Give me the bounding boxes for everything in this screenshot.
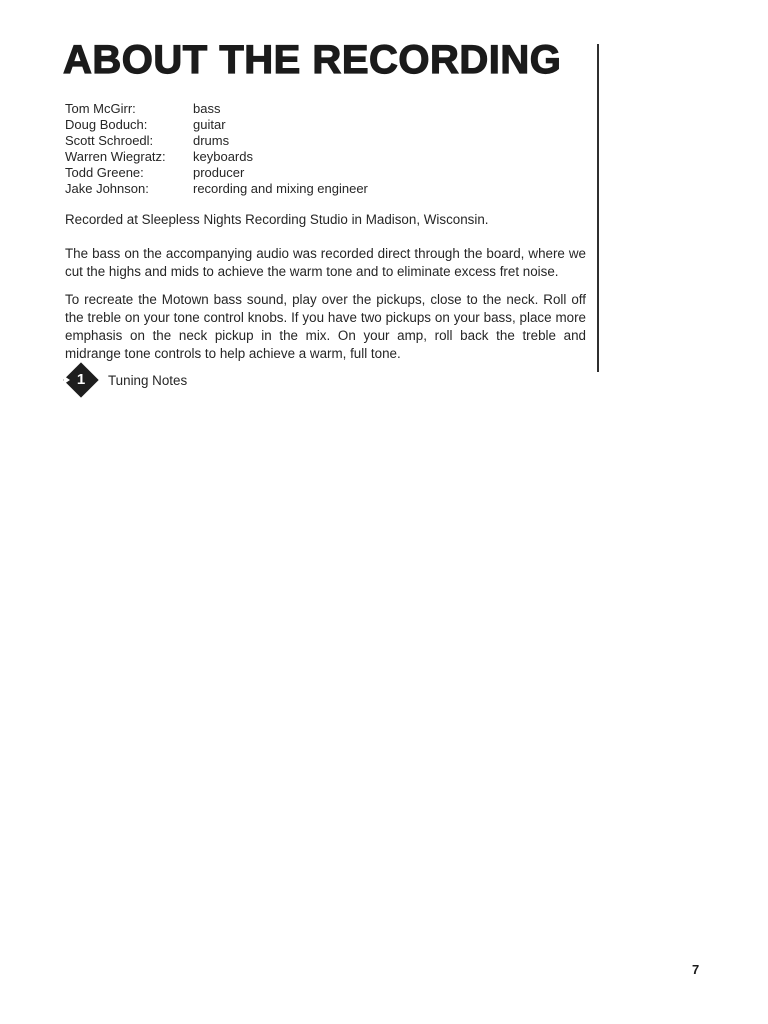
credit-row — [65, 181, 368, 197]
credit-name: Doug Boduch: — [65, 116, 148, 132]
credit-name: Jake Johnson: — [65, 180, 149, 196]
credit-row — [65, 149, 368, 165]
credit-role: keyboards — [193, 148, 253, 164]
credit-role: drums — [193, 132, 230, 148]
track-number: 1 — [76, 371, 86, 389]
credit-role: producer — [193, 164, 245, 180]
diamond-notch — [64, 376, 70, 384]
column-divider-rule — [597, 44, 599, 372]
paragraph-recorded-at: Recorded at Sleepless Nights Recording Studio in Madison, Wisconsin. — [65, 212, 489, 227]
credit-row — [65, 165, 368, 181]
page-title: ABOUT THE RECORDING — [63, 38, 562, 82]
diamond-track-marker-icon — [63, 362, 99, 398]
page-number: 7 — [692, 962, 700, 977]
paragraph-motown-sound: To recreate the Motown bass sound, play over the pickups, close to the neck. Roll off the treble on your tone control knobs. If you have two pickups on your bass, place more emphasis on the neck pickup in the mix. On your amp, roll back the treble and midrange tone controls to help achieve a warm, full tone. — [65, 292, 586, 361]
credit-row — [65, 101, 368, 117]
credit-name: Todd Greene: — [65, 164, 144, 180]
credit-name: Tom McGirr: — [65, 101, 136, 116]
credit-row — [65, 133, 368, 149]
credit-name: Warren Wiegratz: — [65, 148, 166, 164]
paragraph-bass-recording: The bass on the accompanying audio was recorded direct through the board, where we cut the highs and mids to achieve the warm tone and to eliminate excess fret noise. — [65, 246, 586, 279]
track-listing — [63, 362, 187, 398]
credit-role: recording and mixing engineer — [193, 180, 368, 196]
credit-role: guitar — [193, 116, 226, 132]
credit-role: bass — [193, 101, 221, 116]
credits-list — [65, 101, 368, 196]
credit-row — [65, 117, 368, 133]
credit-name: Scott Schroedl: — [65, 132, 154, 148]
track-label: Tuning Notes — [108, 372, 188, 388]
